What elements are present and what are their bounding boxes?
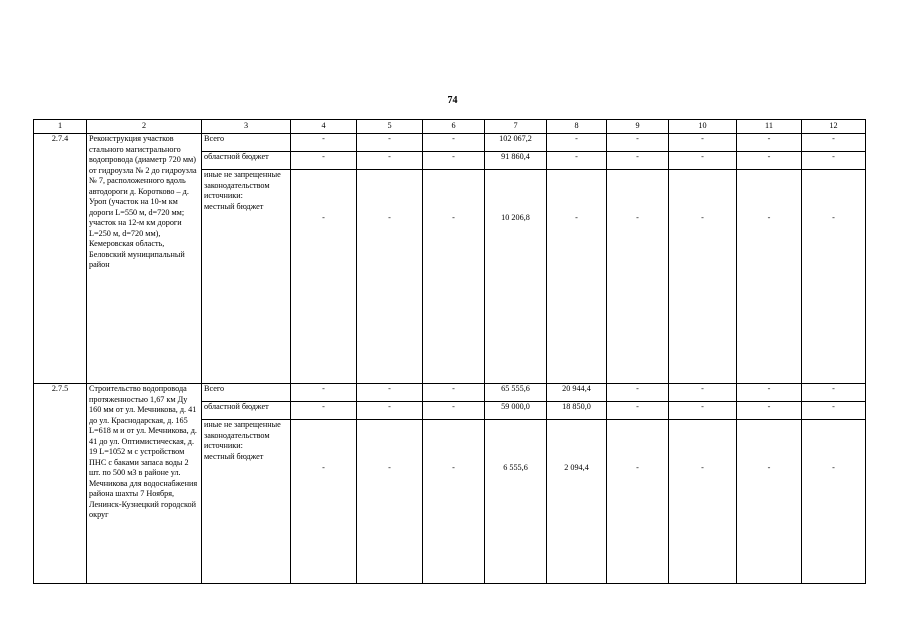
column-header: 10 — [669, 120, 737, 134]
row-id: 2.7.5 — [34, 384, 87, 584]
source-sublabel: местный бюджет — [204, 201, 264, 211]
value-cell: - — [607, 134, 669, 152]
value-cell: - — [737, 402, 802, 420]
value-cell: - — [547, 134, 607, 152]
value-cell: - — [291, 384, 357, 402]
value-cell: 10 206,8 — [485, 170, 547, 384]
value-cell: - — [669, 170, 737, 384]
value-cell: - — [423, 384, 485, 402]
value-cell: - — [291, 420, 357, 584]
value-cell: 91 860,4 — [485, 152, 547, 170]
value-cell: - — [357, 152, 423, 170]
value-cell: - — [357, 420, 423, 584]
column-header: 11 — [737, 120, 802, 134]
value-cell: - — [669, 420, 737, 584]
value-cell: - — [607, 420, 669, 584]
value-cell: - — [607, 402, 669, 420]
value-cell: - — [737, 152, 802, 170]
value-cell: - — [802, 152, 866, 170]
column-header: 5 — [357, 120, 423, 134]
row-description: Строительство водопровода протяженностью 1,67 км Ду 160 мм от ул. Мечникова, д. 41 до ул. Краснодарская, д. 165 L=618 м и от ул. Мечникова, д. 41 до ул. Оптимистическая, д. 19 L=1052 м с устройством ПНС с баками запаса воды 2 шт. по 500 м3 в районе ул. Мечникова для водоснабжения района шахты 7 Ноября, Ленинск-Кузнецкий городской округ — [87, 384, 202, 584]
source-label-other: иные не запрещенные законодательством источники: — [204, 170, 281, 200]
value-cell: - — [669, 152, 737, 170]
value-cell: - — [547, 170, 607, 384]
value-cell: - — [607, 152, 669, 170]
value-cell: 102 067,2 — [485, 134, 547, 152]
source-label: Всего — [202, 384, 291, 402]
page-number: 74 — [447, 95, 458, 106]
source-label: областной бюджет — [202, 402, 291, 420]
column-header: 6 — [423, 120, 485, 134]
table-row — [34, 134, 866, 152]
value-cell: - — [802, 384, 866, 402]
value-cell: - — [737, 384, 802, 402]
value-cell: - — [737, 420, 802, 584]
source-label: Всего — [202, 134, 291, 152]
value-cell: - — [547, 152, 607, 170]
value-cell: 6 555,6 — [485, 420, 547, 584]
column-header: 2 — [87, 120, 202, 134]
value-cell: - — [669, 384, 737, 402]
value-cell: - — [291, 134, 357, 152]
row-description: Реконструкция участков стального магистрального водопровода (диаметр 720 мм) от гидроузла № 2 до гидроузла № 7, расположенного вдоль автодороги д. Коротково – д. Уроп (участок на 10-м км дороги L=550 м, d=720 мм; участок на 12-м км дороги L=250 м, d=720 мм), Кемеровская область, Беловский муниципальный район — [87, 134, 202, 384]
value-cell: - — [423, 134, 485, 152]
budget-table — [33, 119, 866, 584]
value-cell: - — [802, 134, 866, 152]
value-cell: - — [737, 134, 802, 152]
value-cell: - — [291, 170, 357, 384]
value-cell: - — [607, 170, 669, 384]
value-cell: 59 000,0 — [485, 402, 547, 420]
value-cell: 20 944,4 — [547, 384, 607, 402]
value-cell: - — [423, 402, 485, 420]
value-cell: 65 555,6 — [485, 384, 547, 402]
column-header: 8 — [547, 120, 607, 134]
value-cell: - — [357, 170, 423, 384]
source-label-other: иные не запрещенные законодательством источники: — [204, 420, 281, 450]
value-cell: 2 094,4 — [547, 420, 607, 584]
header-row — [34, 120, 866, 134]
value-cell: - — [357, 402, 423, 420]
source-label — [202, 170, 291, 384]
row-id: 2.7.4 — [34, 134, 87, 384]
source-label — [202, 420, 291, 584]
column-header: 9 — [607, 120, 669, 134]
value-cell: - — [802, 170, 866, 384]
source-label: областной бюджет — [202, 152, 291, 170]
value-cell: - — [423, 420, 485, 584]
column-header: 12 — [802, 120, 866, 134]
value-cell: - — [802, 402, 866, 420]
column-header: 3 — [202, 120, 291, 134]
value-cell: - — [669, 402, 737, 420]
value-cell: - — [357, 134, 423, 152]
column-header: 1 — [34, 120, 87, 134]
value-cell: - — [607, 384, 669, 402]
column-header: 4 — [291, 120, 357, 134]
value-cell: - — [669, 134, 737, 152]
source-sublabel: местный бюджет — [204, 451, 264, 461]
value-cell: 18 850,0 — [547, 402, 607, 420]
value-cell: - — [291, 402, 357, 420]
value-cell: - — [423, 170, 485, 384]
value-cell: - — [291, 152, 357, 170]
table-row — [34, 384, 866, 402]
value-cell: - — [423, 152, 485, 170]
column-header: 7 — [485, 120, 547, 134]
value-cell: - — [802, 420, 866, 584]
value-cell: - — [737, 170, 802, 384]
value-cell: - — [357, 384, 423, 402]
